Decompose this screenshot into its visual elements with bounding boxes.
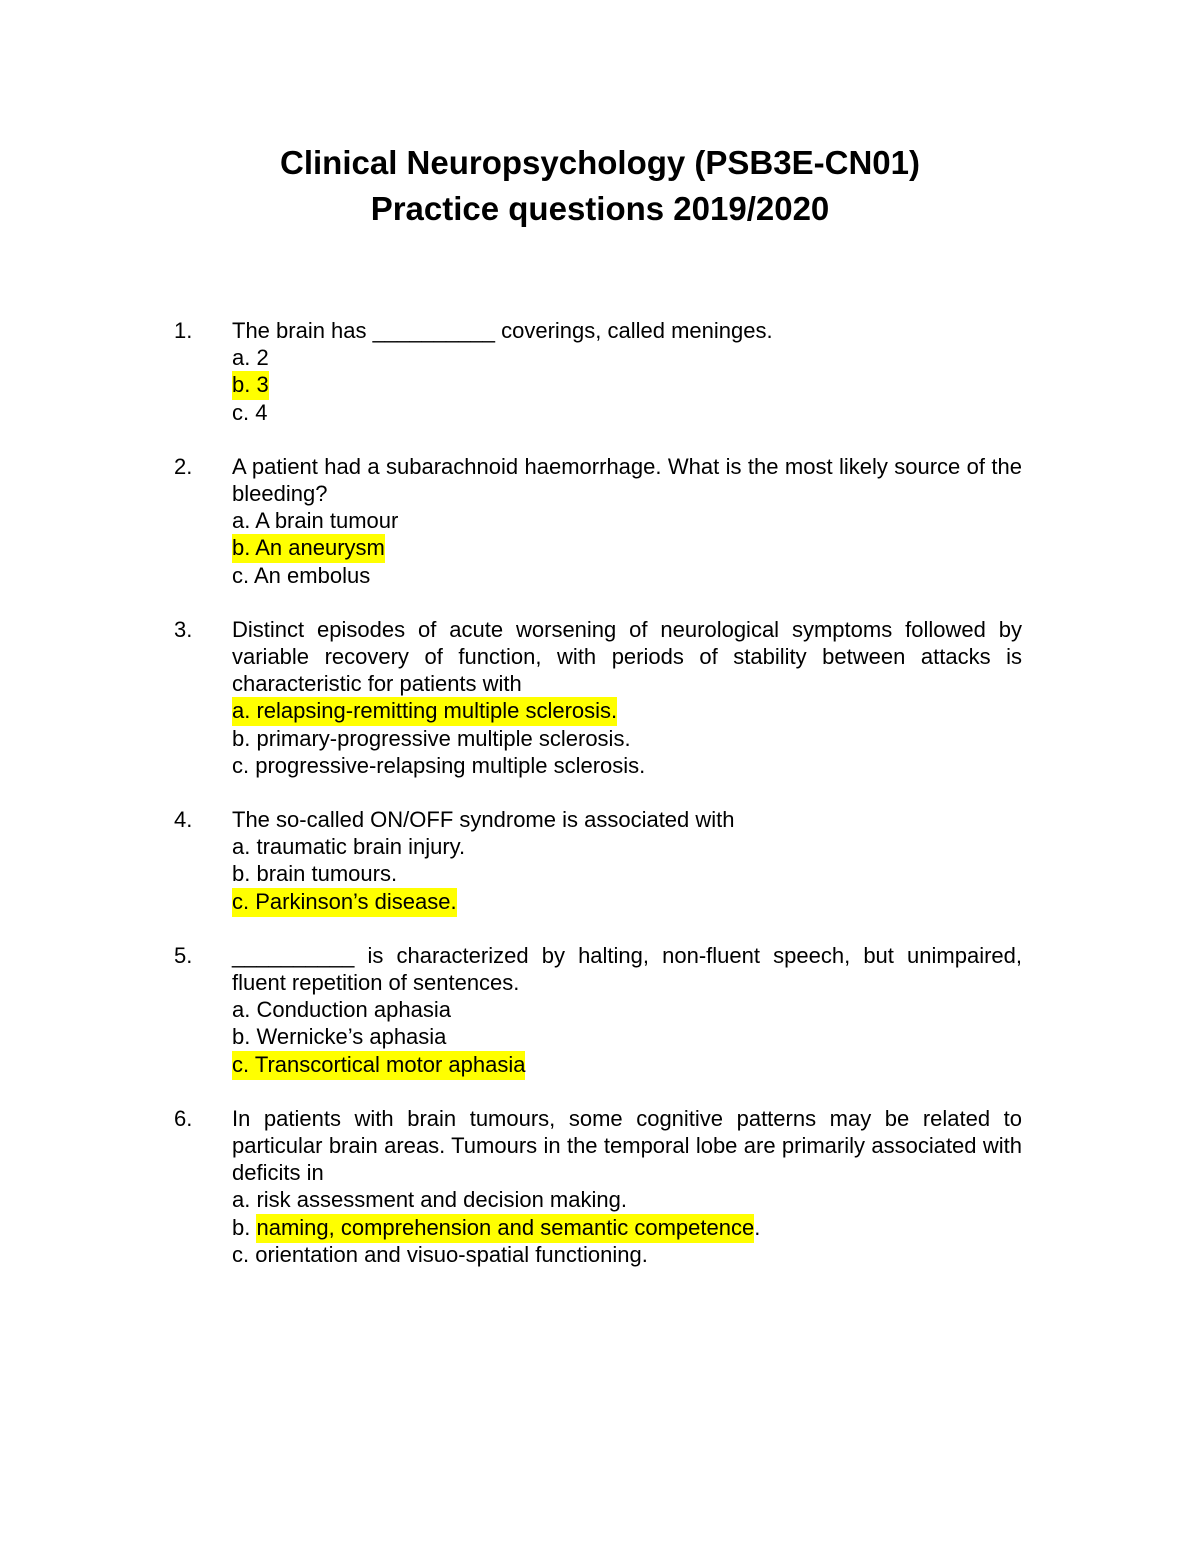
question-body xyxy=(232,616,1022,779)
question-number: 1. xyxy=(174,318,193,343)
highlighted-answer: b. 3 xyxy=(232,371,269,400)
answer-option-b xyxy=(232,725,1022,752)
highlighted-answer: b. An aneurysm xyxy=(232,534,385,563)
question-number: 3. xyxy=(174,616,193,642)
answer-option-c xyxy=(232,562,1022,589)
answer-option-b xyxy=(232,860,1022,887)
question-2 xyxy=(0,453,1200,589)
option-label: a. risk assessment and decision making. xyxy=(232,1187,627,1213)
answer-option-b-correct xyxy=(232,371,1022,398)
title-line-subtitle: Practice questions 2019/2020 xyxy=(370,190,830,227)
highlighted-answer: a. relapsing-remitting multiple sclerosis. xyxy=(232,697,617,726)
question-body xyxy=(232,1105,1022,1268)
question-text: The so-called ON/OFF syndrome is associated with xyxy=(232,807,735,833)
answer-option-a xyxy=(232,996,1022,1023)
answer-option-a xyxy=(232,344,1022,371)
question-body xyxy=(232,317,1022,426)
option-label: b. Wernicke’s aphasia xyxy=(232,1024,447,1050)
question-text: The brain has __________ coverings, called meninges. xyxy=(232,318,773,343)
title-line-course: Clinical Neuropsychology (PSB3E-CN01) xyxy=(280,144,920,181)
highlighted-answer: naming, comprehension and semantic competence xyxy=(256,1214,754,1243)
option-label: c. 4 xyxy=(232,399,268,425)
question-1 xyxy=(0,317,1200,426)
option-label: a. 2 xyxy=(232,345,269,371)
answer-option-b-correct xyxy=(232,1214,1022,1241)
option-label: c. orientation and visuo-spatial functioning. xyxy=(232,1241,648,1267)
question-number: 6. xyxy=(174,1105,193,1131)
option-label: c. An embolus xyxy=(232,562,371,588)
option-label: b. primary-progressive multiple sclerosis. xyxy=(232,725,631,751)
answer-option-c xyxy=(232,399,1022,426)
option-label: c. progressive-relapsing multiple sclerosis. xyxy=(232,752,646,778)
question-number: 5. xyxy=(174,942,193,968)
answer-option-a-correct xyxy=(232,697,1022,724)
answer-option-c xyxy=(232,752,1022,779)
question-body xyxy=(232,942,1022,1078)
option-label: b. brain tumours. xyxy=(232,861,398,887)
page-title xyxy=(0,140,1200,232)
question-text: In patients with brain tumours, some cognitive patterns may be related to particular brain areas. Tumours in the temporal lobe are primarily associated with deficits in xyxy=(232,1105,1022,1186)
question-number: 2. xyxy=(174,453,193,479)
answer-option-a xyxy=(232,507,1022,534)
question-4 xyxy=(0,806,1200,915)
highlighted-answer: c. Transcortical motor aphasia xyxy=(232,1051,525,1080)
highlighted-answer: c. Parkinson’s disease. xyxy=(232,888,457,917)
answer-option-a xyxy=(232,833,1022,860)
option-suffix: . xyxy=(754,1214,761,1240)
option-label: a. A brain tumour xyxy=(232,508,399,534)
question-text: __________ is characterized by halting, non-fluent speech, but unimpaired, fluent repetition of sentences. xyxy=(232,942,1022,996)
question-body xyxy=(232,806,1022,915)
question-text: A patient had a subarachnoid haemorrhage. What is the most likely source of the bleeding? xyxy=(232,453,1022,507)
answer-option-c-correct xyxy=(232,1051,1022,1078)
question-text: Distinct episodes of acute worsening of neurological symptoms followed by variable recovery of function, with periods of stability between attacks is characteristic for patients with xyxy=(232,616,1022,697)
answer-option-b xyxy=(232,1023,1022,1050)
option-prefix: b. xyxy=(232,1214,257,1240)
answer-option-c xyxy=(232,1241,1022,1268)
question-5 xyxy=(0,942,1200,1078)
answer-option-c-correct xyxy=(232,888,1022,915)
question-list xyxy=(0,317,1200,1295)
question-6 xyxy=(0,1105,1200,1268)
answer-option-b-correct xyxy=(232,534,1022,561)
question-body xyxy=(232,453,1022,589)
option-label: a. traumatic brain injury. xyxy=(232,834,466,860)
option-label: a. Conduction aphasia xyxy=(232,997,451,1023)
question-3 xyxy=(0,616,1200,779)
question-number: 4. xyxy=(174,807,193,833)
answer-option-a xyxy=(232,1186,1022,1213)
